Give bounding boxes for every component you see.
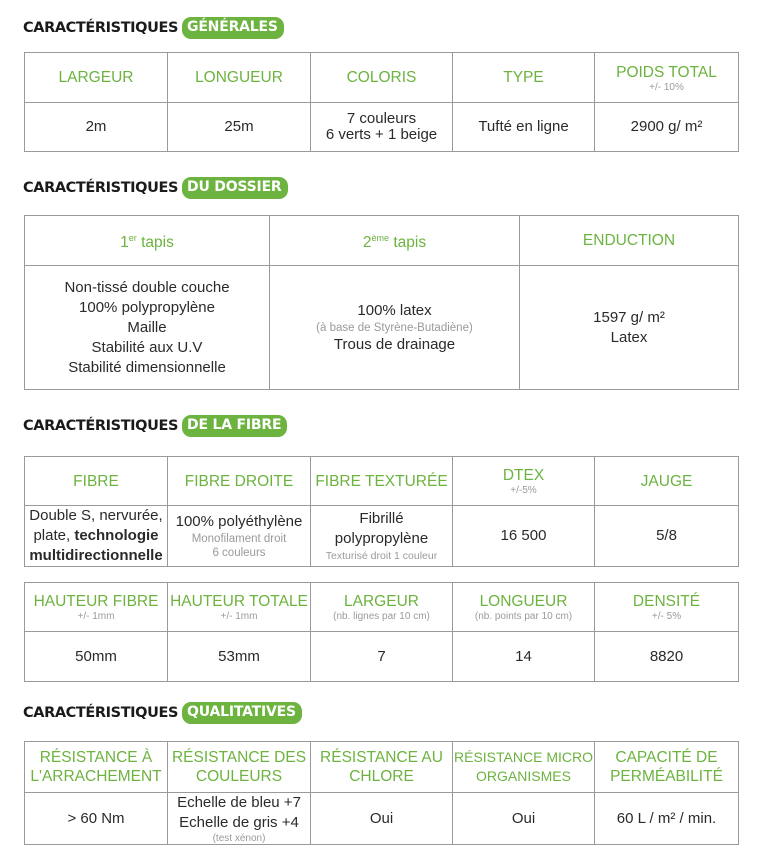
heading-highlight: DU DOSSIER [182,177,287,199]
micro-line-1: RÉSISTANCE MICRO [454,749,593,765]
header-dtex-label: DTEX [502,467,545,484]
header-longueur-note: (nb. points par 10 cm) [474,611,573,622]
couleurs-line-1: RÉSISTANCE DES [171,749,307,766]
heading-prefix: CARACTÉRISTIQUES [23,705,179,721]
header-dtex [453,457,595,506]
first-layer-item: Non-tissé double couche [64,278,230,296]
header-largeur: LARGEUR [25,53,168,103]
header-poids-label: POIDS TOTAL [616,63,717,81]
header-poids-total [595,53,739,103]
value-longueur: 14 [453,632,595,682]
first-layer-values [25,266,270,390]
header-densite [595,583,739,632]
heading-prefix: CARACTÉRISTIQUES [23,418,179,434]
second-layer-line-2: Trous de drainage [333,335,456,353]
section-heading-fiber [23,414,287,438]
header-poids-note: +/- 10% [649,81,684,93]
value-hauteur-totale: 53mm [168,632,311,682]
first-layer-word: tapis [141,234,174,251]
header-longueur: LONGUEUR [168,53,311,103]
header-enduction: ENDUCTION [520,216,739,266]
header-fibre-droite: FIBRE DROITE [168,457,311,506]
value-fibre [25,506,168,567]
quality-table [24,741,739,845]
value-fibre-texturee [311,506,453,567]
fibre-line-1: Double S, nervurée, [29,507,163,524]
second-layer-sup: ème [371,233,390,243]
first-layer-sup: er [128,233,137,243]
header-hfibre-note: +/- 1mm [77,611,115,622]
value-poids: 2900 g/ m² [595,103,739,152]
header-first-layer [25,216,270,266]
first-layer-item: 100% polypropylène [79,298,215,316]
second-layer-note: (à base de Styrène-Butadiène) [316,321,473,334]
section-heading-backing [23,176,288,200]
couleurs-value-note: (test xénon) [212,833,266,844]
header-arrachement [25,742,168,793]
fibre-line-2 [26,526,166,546]
value-coloris [311,103,453,152]
header-permeabilite [595,742,739,793]
tex-line-3: Texturisé droit 1 couleur [325,550,438,562]
header-second-layer [270,216,520,266]
heading-highlight: QUALITATIVES [182,702,302,724]
chlore-line-2: CHLORE [349,768,414,785]
enduction-line-1: 1597 g/ m² [593,308,665,326]
value-largeur: 2m [25,103,168,152]
enduction-line-2: Latex [610,328,648,346]
fiber-table [24,456,739,567]
value-longueur: 25m [168,103,311,152]
header-couleurs [168,742,311,793]
header-densite-label: DENSITÉ [632,593,701,610]
heading-prefix: CARACTÉRISTIQUES [23,20,179,36]
droite-line-2: Monofilament droit [191,533,287,545]
header-densite-note: +/- 5% [651,611,682,622]
header-coloris: COLORIS [311,53,453,103]
header-hauteur-totale [168,583,311,632]
couleurs-line-2: COULEURS [195,768,283,785]
header-htotale-label: HAUTEUR TOTALE [170,593,308,610]
header-fibre-texturee: FIBRE TEXTURÉE [311,457,453,506]
value-dtex: 16 500 [453,506,595,567]
chlore-line-1: RÉSISTANCE AU [320,749,443,766]
second-layer-line-1: 100% latex [357,301,432,319]
first-layer-number: 1 [120,234,129,251]
header-jauge: JAUGE [595,457,739,506]
value-micro: Oui [453,793,595,845]
general-table [24,52,739,152]
tex-line-2: polypropylène [334,530,429,547]
value-type: Tufté en ligne [453,103,595,152]
coloris-line-1: 7 couleurs [346,110,417,127]
fibre-line-3: multidirectionnelle [29,547,163,564]
value-chlore: Oui [311,793,453,845]
header-hfibre-label: HAUTEUR FIBRE [33,593,159,610]
perm-line-2: PERMÉABILITÉ [610,768,723,785]
tex-line-1: Fibrillé [359,510,404,527]
value-couleurs [168,793,311,845]
header-largeur [311,583,453,632]
header-fibre: FIBRE [25,457,168,506]
enduction-values [520,266,739,390]
droite-line-3: 6 couleurs [212,547,266,559]
section-heading-general [23,16,284,40]
perm-line-1: CAPACITÉ DE [615,749,718,766]
backing-table [24,215,739,390]
value-permeabilite: 60 L / m² / min. [595,793,739,845]
second-layer-word: tapis [393,234,427,251]
value-arrachement: > 60 Nm [25,793,168,845]
coloris-line-2: 6 verts + 1 beige [325,126,438,143]
arrachement-line-2: L'ARRACHEMENT [30,768,162,785]
section-heading-quality [23,701,302,725]
fibre-line-2-bold: technologie [74,527,159,544]
dimensions-table [24,582,739,682]
heading-highlight: GÉNÉRALES [182,17,284,39]
header-hauteur-fibre [25,583,168,632]
value-densite: 8820 [595,632,739,682]
first-layer-item: Maille [127,318,167,336]
micro-line-2: ORGANISMES [476,768,571,784]
first-layer-item: Stabilité dimensionnelle [68,358,226,376]
second-layer-values [270,266,520,390]
second-layer-number: 2 [362,234,372,251]
header-longueur [453,583,595,632]
header-type: TYPE [453,53,595,103]
heading-highlight: DE LA FIBRE [182,415,287,437]
fibre-line-2-plain: plate, [33,527,75,544]
droite-line-1: 100% polyéthylène [175,513,303,530]
value-jauge: 5/8 [595,506,739,567]
value-hauteur-fibre: 50mm [25,632,168,682]
couleurs-value-1: Echelle de bleu +7 [177,794,301,811]
header-longueur-label: LONGUEUR [479,593,568,610]
value-fibre-droite [168,506,311,567]
value-largeur: 7 [311,632,453,682]
couleurs-value-2: Echelle de gris +4 [179,814,299,831]
arrachement-line-1: RÉSISTANCE À [39,749,153,766]
header-largeur-label: LARGEUR [344,593,419,610]
header-largeur-note: (nb. lignes par 10 cm) [333,611,430,622]
header-dtex-note: +/-5% [510,485,537,496]
header-chlore [311,742,453,793]
heading-prefix: CARACTÉRISTIQUES [23,180,179,196]
header-htotale-note: +/- 1mm [220,611,258,622]
header-micro [453,742,595,793]
first-layer-item: Stabilité aux U.V [91,338,203,356]
